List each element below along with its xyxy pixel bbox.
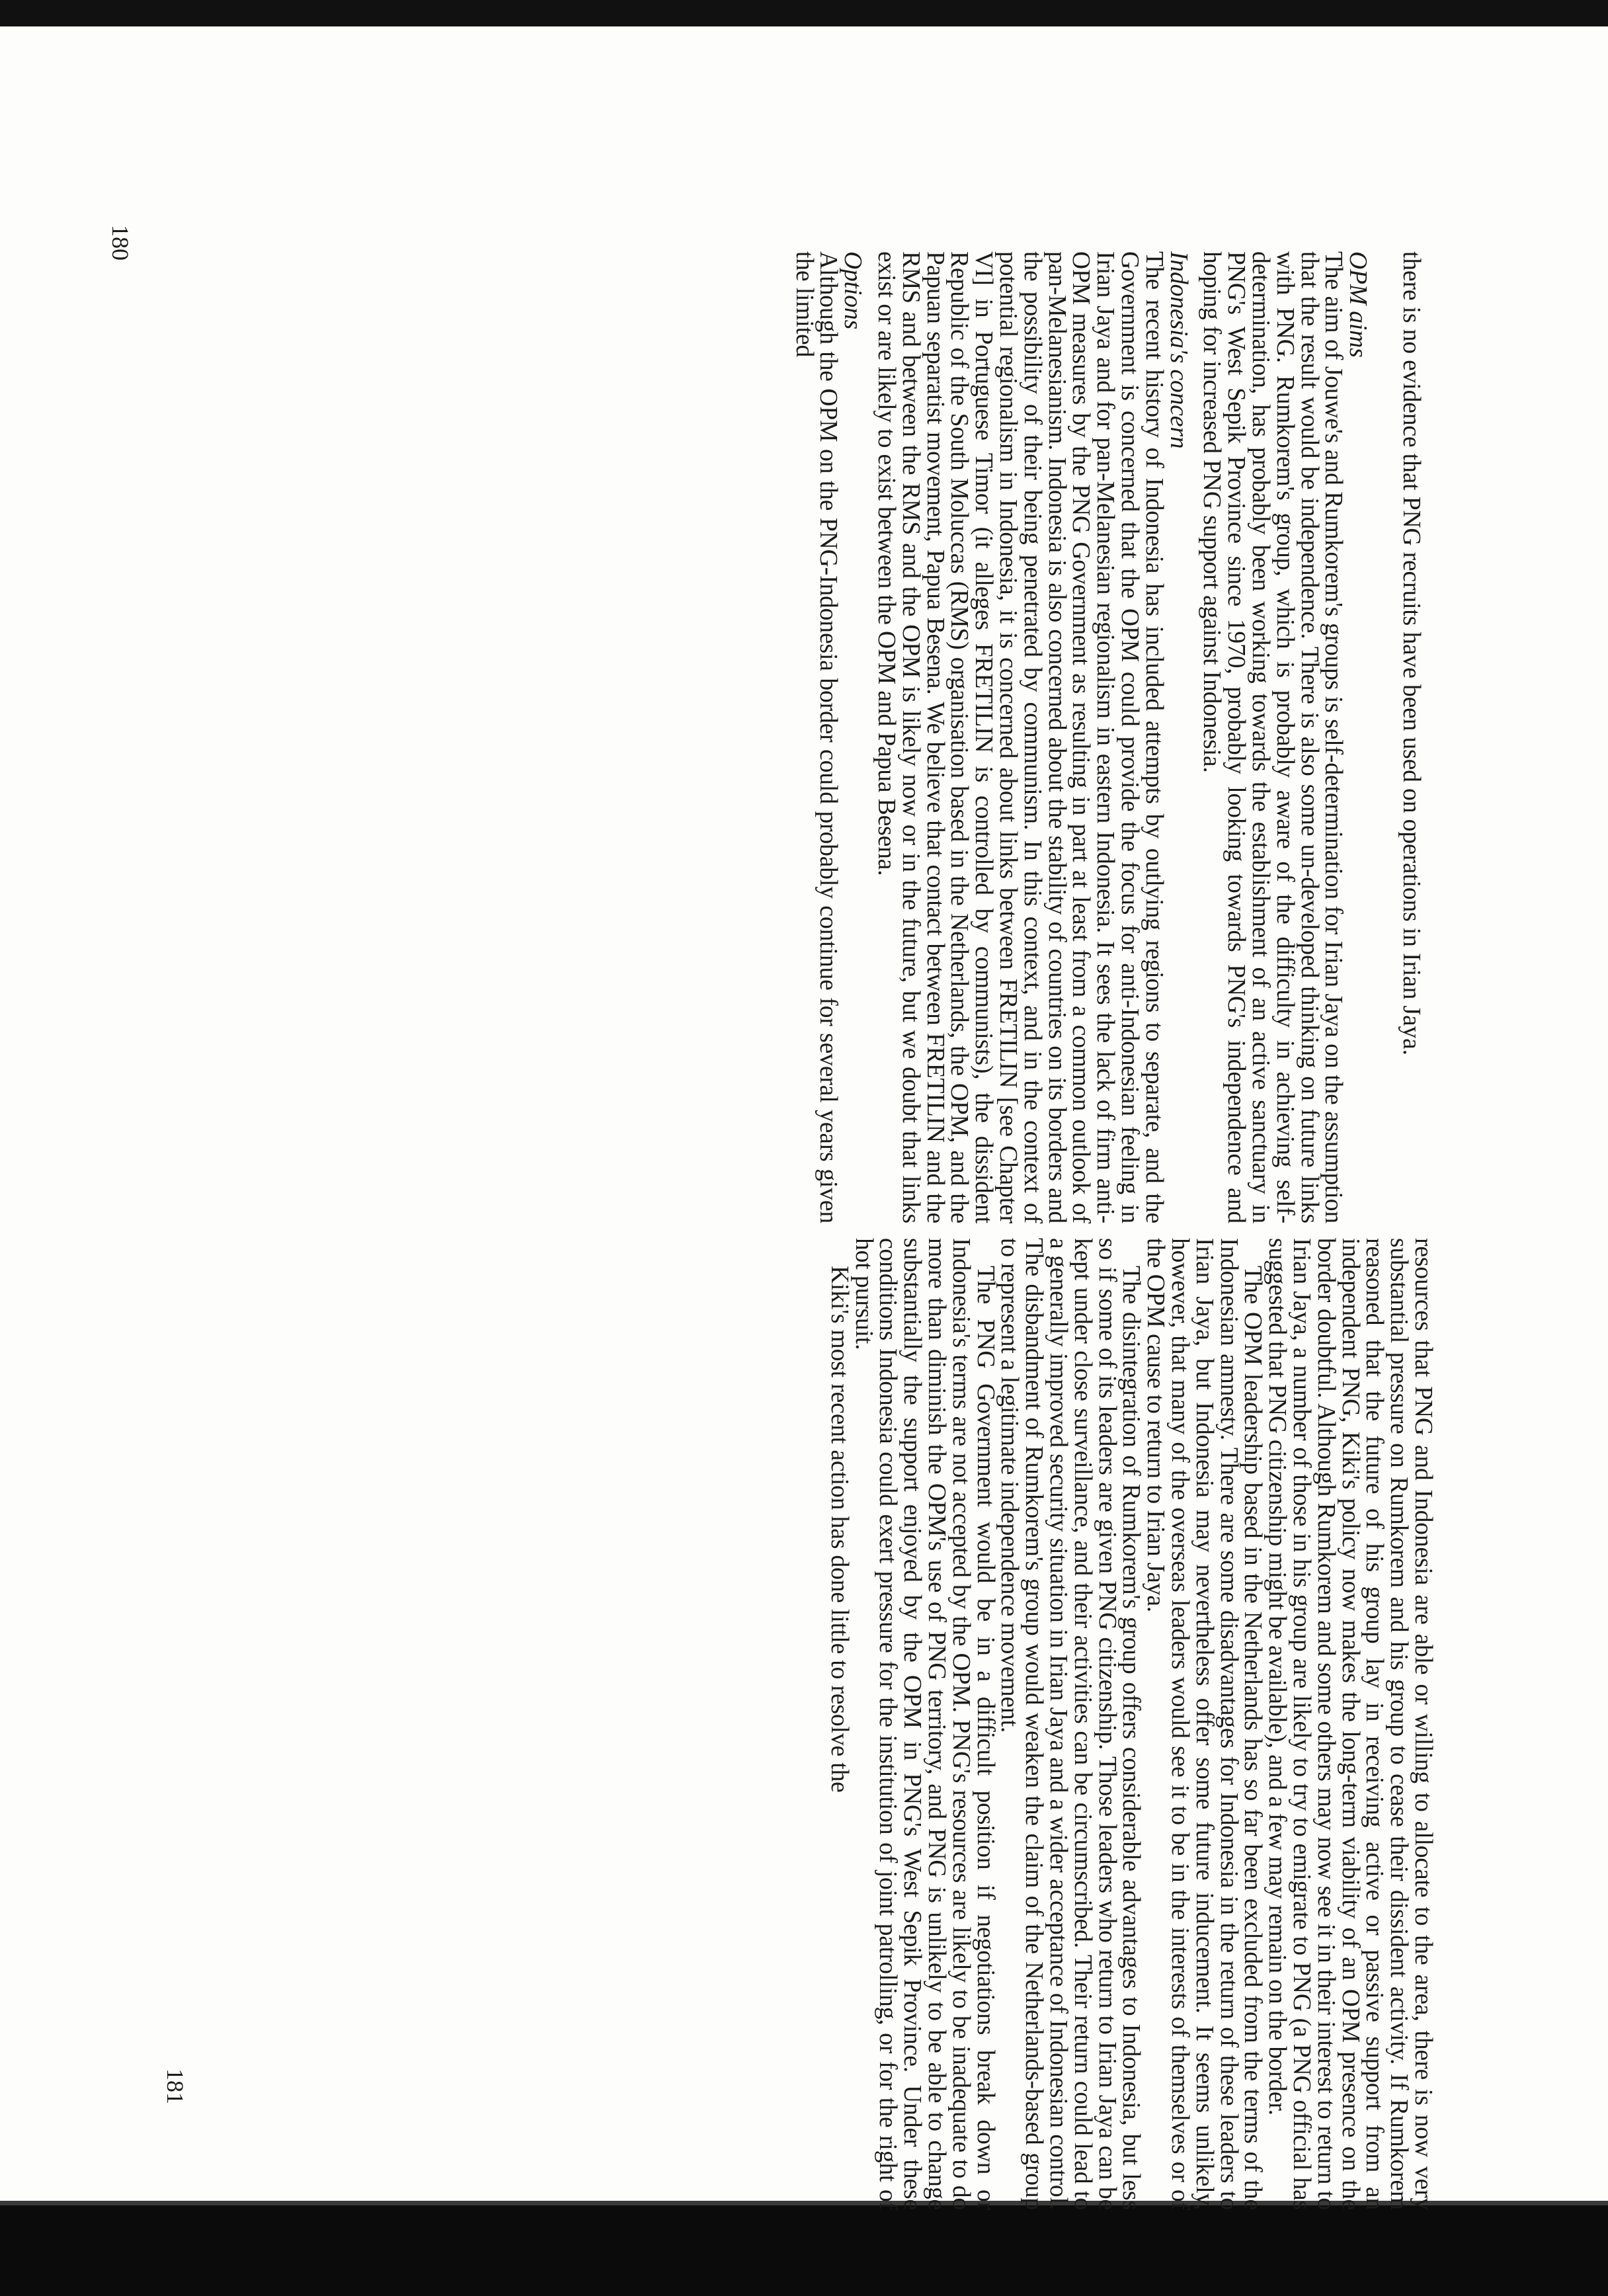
scan-bottom-edge-shadow [0,2205,1608,2296]
scan-top-edge-shadow [0,0,1608,26]
paragraph: Although the OPM on the PNG-Indonesia border could probably continue for several years given the limited [790,251,842,1223]
right-page-text-column [826,1238,1435,2210]
paragraph: The OPM leadership based in the Netherlands has so far been excluded from the terms of the Indonesian amnesty. There are some disadvantages for Indonesia in the return of these leaders to Irian Jaya, but Indonesia may nevertheless offer some future inducement. It seems unlikely, however, that many of the overseas leaders would see it to be in the interests of themselves or of the OPM cause to return to Irian Jaya. [1142,1238,1267,2210]
paragraph: The aim of Jouwe's and Rumkorem's groups is self-determination for Irian Jaya on the assumption that the result would be independence. There is also some un-developed thinking on future links with PNG. Rumkorem's group, which is probably aware of the difficulty in achieving self-determination, has probably been working towards the establishment of an active sanctuary in PNG's West Sepik Province since 1970, probably looking towards PNG's independence and hoping for increased PNG support against Indonesia. [1198,251,1347,1223]
section-heading: Indonesia's concern [1164,251,1192,449]
left-page-number: 180 [107,225,134,261]
paragraph: resources that PNG and Indonesia are able or willing to allocate to the area, there is now very substantial pressure on Rumkorem and his group to cease their dissident activity. If Rumkorem reasoned that the future of his group lay in receiving active or passive support from an independent PNG, Kiki's policy now makes the long-term viability of an OPM presence on the border doubtful. Although Rumkorem and some others may now see it in their interest to return to Irian Jaya, a number of those in his group are likely to try to emigrate to PNG (a PNG official has suggested that PNG citizenship might be available), and a few may remain on the border. [1264,1238,1437,2210]
paragraph: there is no evidence that PNG recruits have been used on operations in Irian Jaya. [1398,251,1425,1055]
section-heading: OPM aims [1344,251,1372,358]
section-heading: Options [839,251,867,329]
left-page-text-column [791,251,1423,1223]
paragraph: The PNG Government would be in a difficult position if negotiations break down or Indonesia's terms are not accepted by the OPM. PNG's resources are likely to be inadequate to do more than diminish the OPM's use of PNG territory, and PNG is unlikely to be able to change substantially the support enjoyed by the OPM in PNG's West Sepik Province. Under these conditions Indonesia could exert pressure for the institution of joint patrolling, or for the right of hot pursuit. [850,1238,999,2210]
paragraph: The recent history of Indonesia has included attempts by outlying regions to separate, and the Government is concerned that the OPM could provide the focus for anti-Indonesian feeling in Irian Jaya and for pan-Melanesian regionalism in eastern Indonesia. It sees the lack of firm anti-OPM measures by the PNG Government as resulting in part at least from a common outlook of pan-Melanesianism. Indonesia is also concerned about the stability of countries on its borders and the possibility of their being penetrated by communism. In this context, and in the context of potential regionalism in Indonesia, it is concerned about links between FRETILIN [see Chapter VI] in Portuguese Timor (it alleges FRETILIN is controlled by communists), the dissident Republic of the South Moluccas (RMS) organisation based in the Netherlands, the OPM, and the Papuan separatist movement, Papua Besena. We believe that contact between FRETILIN and the RMS and between the RMS and the OPM is likely now or in the future, but we doubt that links exist or are likely to exist between the OPM and Papua Besena. [873,251,1168,1223]
right-page-number: 181 [162,2069,188,2104]
paragraph: The disintegration of Rumkorem's group offers considerable advantages to Indonesia, but less so if some of its leaders are given PNG citizenship. Those leaders who return to Irian Jaya can be kept under close surveillance, and their activities can be circumscribed. Their return could lead to a generally improved security situation in Irian Jaya and a wider acceptance of Indonesian control. The disbandment of Rumkorem's group would weaken the claim of the Netherlands-based group to represent a legitimate independence movement. [996,1238,1145,2210]
paragraph: Kiki's most recent action has done little to resolve the [825,1266,853,1793]
